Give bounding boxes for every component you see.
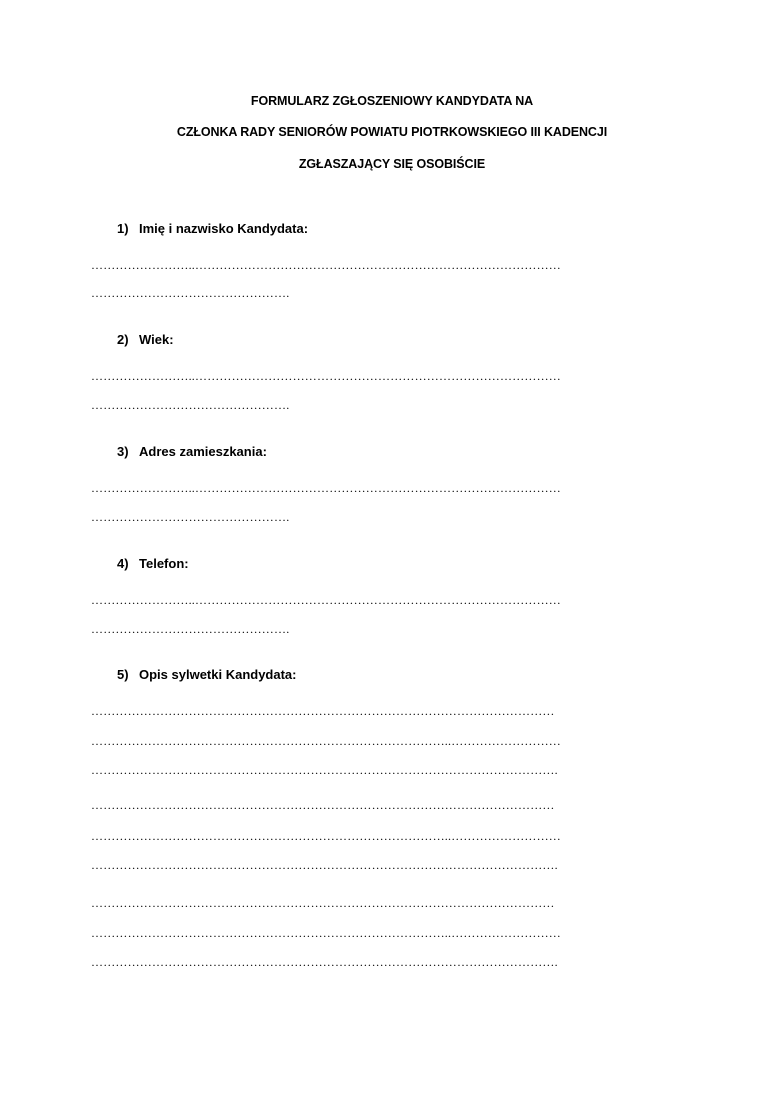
fill-line[interactable]: ……………………..……………………………………………………………………………… [91,481,561,495]
section-label: Wiek: [139,332,174,347]
form-title-line-2: CZŁONKA RADY SENIORÓW POWIATU PIOTRKOWSKIEGO III KADENCJI [176,125,608,139]
form-title-line-1: FORMULARZ ZGŁOSZENIOWY KANDYDATA NA [250,94,534,108]
form-title-line-3: ZGŁASZAJĄCY SIĘ OSOBIŚCIE [298,157,486,171]
fill-line[interactable]: ……………………………………………………………………………………………………. [91,955,558,969]
fill-line[interactable]: ……………………………………………………………………………………………………. [91,763,558,777]
fill-line[interactable]: …………………………………………. [91,398,290,412]
section-number: 3) [117,444,129,459]
fill-line[interactable]: ……………………………………………………………………………..……………………… [91,829,561,843]
fill-line[interactable]: …………………………………………………………………………………………………… [91,704,555,718]
fill-line[interactable]: …………………………………………. [91,622,290,636]
section-number: 1) [117,221,129,236]
section-number: 4) [117,556,129,571]
section-heading [117,444,267,459]
section-label: Telefon: [139,556,189,571]
section-heading [117,556,189,571]
fill-line[interactable]: …………………………………………………………………………………………………… [91,798,555,812]
section-heading [117,667,297,682]
section-heading [117,332,174,347]
fill-line[interactable]: ……………………..……………………………………………………………………………… [91,258,561,272]
fill-line[interactable]: …………………………………………. [91,510,290,524]
fill-line[interactable]: …………………………………………………………………………………………………… [91,896,555,910]
fill-line[interactable]: ……………………..……………………………………………………………………………… [91,369,561,383]
section-label: Adres zamieszkania: [139,444,267,459]
fill-line[interactable]: ……………………..……………………………………………………………………………… [91,593,561,607]
fill-line[interactable]: …………………………………………. [91,286,290,300]
fill-line[interactable]: ……………………………………………………………………………………………………. [91,858,558,872]
section-label: Imię i nazwisko Kandydata: [139,221,309,236]
section-number: 5) [117,667,129,682]
section-heading [117,221,308,236]
fill-line[interactable]: ……………………………………………………………………………..……………………… [91,926,561,940]
section-label: Opis sylwetki Kandydata: [139,667,297,682]
section-number: 2) [117,332,129,347]
fill-line[interactable]: ……………………………………………………………………………..……………………… [91,734,561,748]
